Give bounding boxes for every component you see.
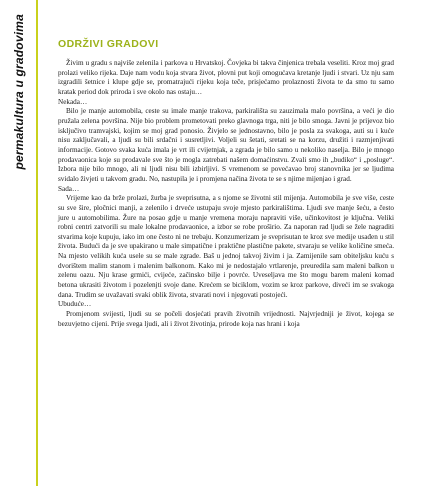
paragraph-present: Vrijeme kao da brže prolazi, žurba je sveprisutna, a s njome se životni stil mijenja. Automobila je sve više, ceste su sve šire, pločnici manji, a zelenilo i drveće ustupaju svoje mjesto parkiralištima. Ljudi sve manje šeću, a često jure u automobilima. Žure na posao gdje u manje vremena moraju napraviti više, učinkovitost je ključna. Veliki robni centri zatvorili su male lokalne prodavaonice, a izbor se robe proširio. Za naporan rad ljudi se žele nagraditi stvarima koje kupuju, iako im one često ni ne trebaju. Konzumerizam je sveprisutan te kroz sve medije usađen u stil života. Budući da je sve upakirano u male simpatične i praktične plastične pakete, stvaraju se velike količine smeća. Na mjesto velikih kuća usele su se male zgrade. Baš u jednoj takvoj živim i ja. Zamijenile sam obiteljsku kuću s dvorištem malim stanom i malenim balkonom. Kako mi je nedostajalo vrtlarenje, preuredila sam maleni balkon u zelenu oazu. Nju krase grmići, cvijeće, začinsko bilje i povrće. Uveseljava me što mogu barem maleni komad betona ukrasiti životom i pozelenjti svoje dane. Krećem se biciklom, vozim se kroz parkove, diveći im se svakoga dana. Trudim se uvažavati svaki oblik života, stvarati novi i njegovati postojeći. xyxy=(58,194,394,299)
paragraph-intro: Živim u gradu s najviše zelenila i parkova u Hrvatskoj. Čovjeka bi takva činjenica trebala veseliti. Kroz moj grad prolazi veliko rijeka. Daje nam vodu koja stvara život, plovni put koji omogućava kretanje ljudi i stvari. Uz nju sam izgradili šetnice i klupe gdje se, promatrajući rijeku koja teče, prisjećamo prolaznosti života te da smo tu samo kratak period dok priroda i sve okolo nas ostaju… xyxy=(58,59,394,96)
sidebar-accent-rule xyxy=(36,0,38,486)
section-heading-past: Nekada… xyxy=(58,97,88,106)
article-title: ODRŽIVI GRADOVI xyxy=(58,38,159,50)
paragraph-future: Promjenom svijesti, ljudi su se počeli dosjećati pravih životnih vrijednosti. Najvrjedniji je život, kojega se bezuvjetno cijeni. Prije svega ljudi, ali i život životinja, prirode koja nas hrani i koja xyxy=(58,310,394,328)
sidebar-title-container xyxy=(6,14,32,254)
section-heading-future: Ubuduće… xyxy=(58,300,92,309)
paragraph-past: Bilo je manje automobila, ceste su imale manje trakova, parkirališta su zauzimala malo površina, a veći je dio pružala zelena površina. Nije bio problem prometovati preko glavnoga trga, niti je bilo smoga. Javni je prijevoz bio isključivo tramvajski, kojim se moj grad ponosio. Živjelo se jednostavno, bilo je posla za svakoga, auti su i kuće nisu zaključavali, a ljudi su bili srdačni i susretljivi. Voljeli su šetati, sretati se na korzu, družiti i razmjenjivati informacije. Gotovo svaka kuća imala je vrt ili cvijetnjak, a zgrada je bilo samo u nekoliko naselja. Bilo je mnogo prodavaonica koje su prodavale sve što je mogla zatrebati našem domaćinstvu. Zvali smo ih „budiko“ i „posluge“. Izbora nije bilo mnogo, ali ni ljudi nisu bili izbirljivi. S vremenom se povećavao broj stanovnika jer se ljudima svidalo živjeti u takvom gradu. No, nastupila je i promjena načina života te se s njime mijenjao i grad. xyxy=(58,107,394,183)
sidebar-title: permakultura u gradovima xyxy=(12,14,26,170)
article xyxy=(58,38,394,329)
section-heading-present: Sada… xyxy=(58,184,80,193)
